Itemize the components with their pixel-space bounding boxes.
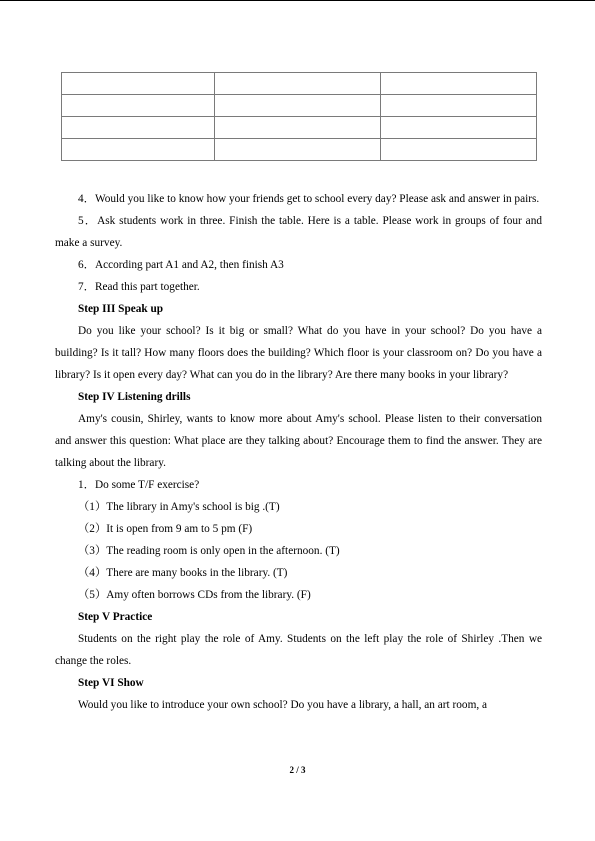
step6-heading: Step VI Show xyxy=(78,677,144,689)
step5-heading: Step V Practice xyxy=(78,611,153,623)
step3-paragraph: Do you like your school? Is it big or small? What do you have in your school? Do you have a building? Is it tall? How many floors does the building? Which floor is your classroom on? Do you have a library? Is it open every day? What can you do in the library? Are there many books in your library? xyxy=(55,325,542,381)
table-cell xyxy=(215,117,381,139)
step5-paragraph: Students on the right play the role of Amy. Students on the left play the role of Shirley .Then we change the roles. xyxy=(55,633,542,667)
tf-item: （3）The reading room is only open in the afternoon. (T) xyxy=(78,545,340,557)
paragraph-item-4: 4．Would you like to know how your friends get to school every day? Please ask and answer in pairs. xyxy=(78,193,540,205)
step4-heading: Step IV Listening drills xyxy=(78,391,191,403)
table-cell xyxy=(215,139,381,161)
tf-item: （5）Amy often borrows CDs from the library. (F) xyxy=(78,589,311,601)
table-row xyxy=(62,117,537,139)
survey-table xyxy=(61,72,537,161)
table-row xyxy=(62,73,537,95)
table-cell xyxy=(215,95,381,117)
table-cell xyxy=(381,95,537,117)
table-cell xyxy=(381,117,537,139)
table-cell xyxy=(215,73,381,95)
paragraph-item-5: 5．Ask students work in three. Finish the table. Here is a table. Please work in groups of four and make a survey. xyxy=(55,215,542,249)
table-cell xyxy=(62,139,215,161)
paragraph-item-7: 7．Read this part together. xyxy=(78,281,200,293)
paragraph-item-6: 6．According part A1 and A2, then finish A3 xyxy=(78,259,284,271)
table-cell xyxy=(381,139,537,161)
tf-item: （2）It is open from 9 am to 5 pm (F) xyxy=(78,523,253,535)
table-row xyxy=(62,139,537,161)
page-number: 2 / 3 xyxy=(289,765,306,775)
table-cell xyxy=(62,117,215,139)
table-cell xyxy=(381,73,537,95)
lesson-body xyxy=(55,188,542,716)
step3-heading: Step III Speak up xyxy=(78,303,164,315)
step6-paragraph: Would you like to introduce your own school? Do you have a library, a hall, an art room, a xyxy=(78,699,488,711)
tf-item: （1）The library in Amy's school is big .(T) xyxy=(78,501,280,513)
step4-paragraph: Amy's cousin, Shirley, wants to know more about Amy's school. Please listen to their conversation and answer this question: What place are they talking about? Encourage them to find the answer. They are talking about the library. xyxy=(55,413,542,469)
tf-item: （4）There are many books in the library. (T) xyxy=(78,567,288,579)
table-cell xyxy=(62,73,215,95)
table-row xyxy=(62,95,537,117)
table-cell xyxy=(62,95,215,117)
tf-intro: 1．Do some T/F exercise? xyxy=(78,479,200,491)
header-rule xyxy=(0,0,595,1)
